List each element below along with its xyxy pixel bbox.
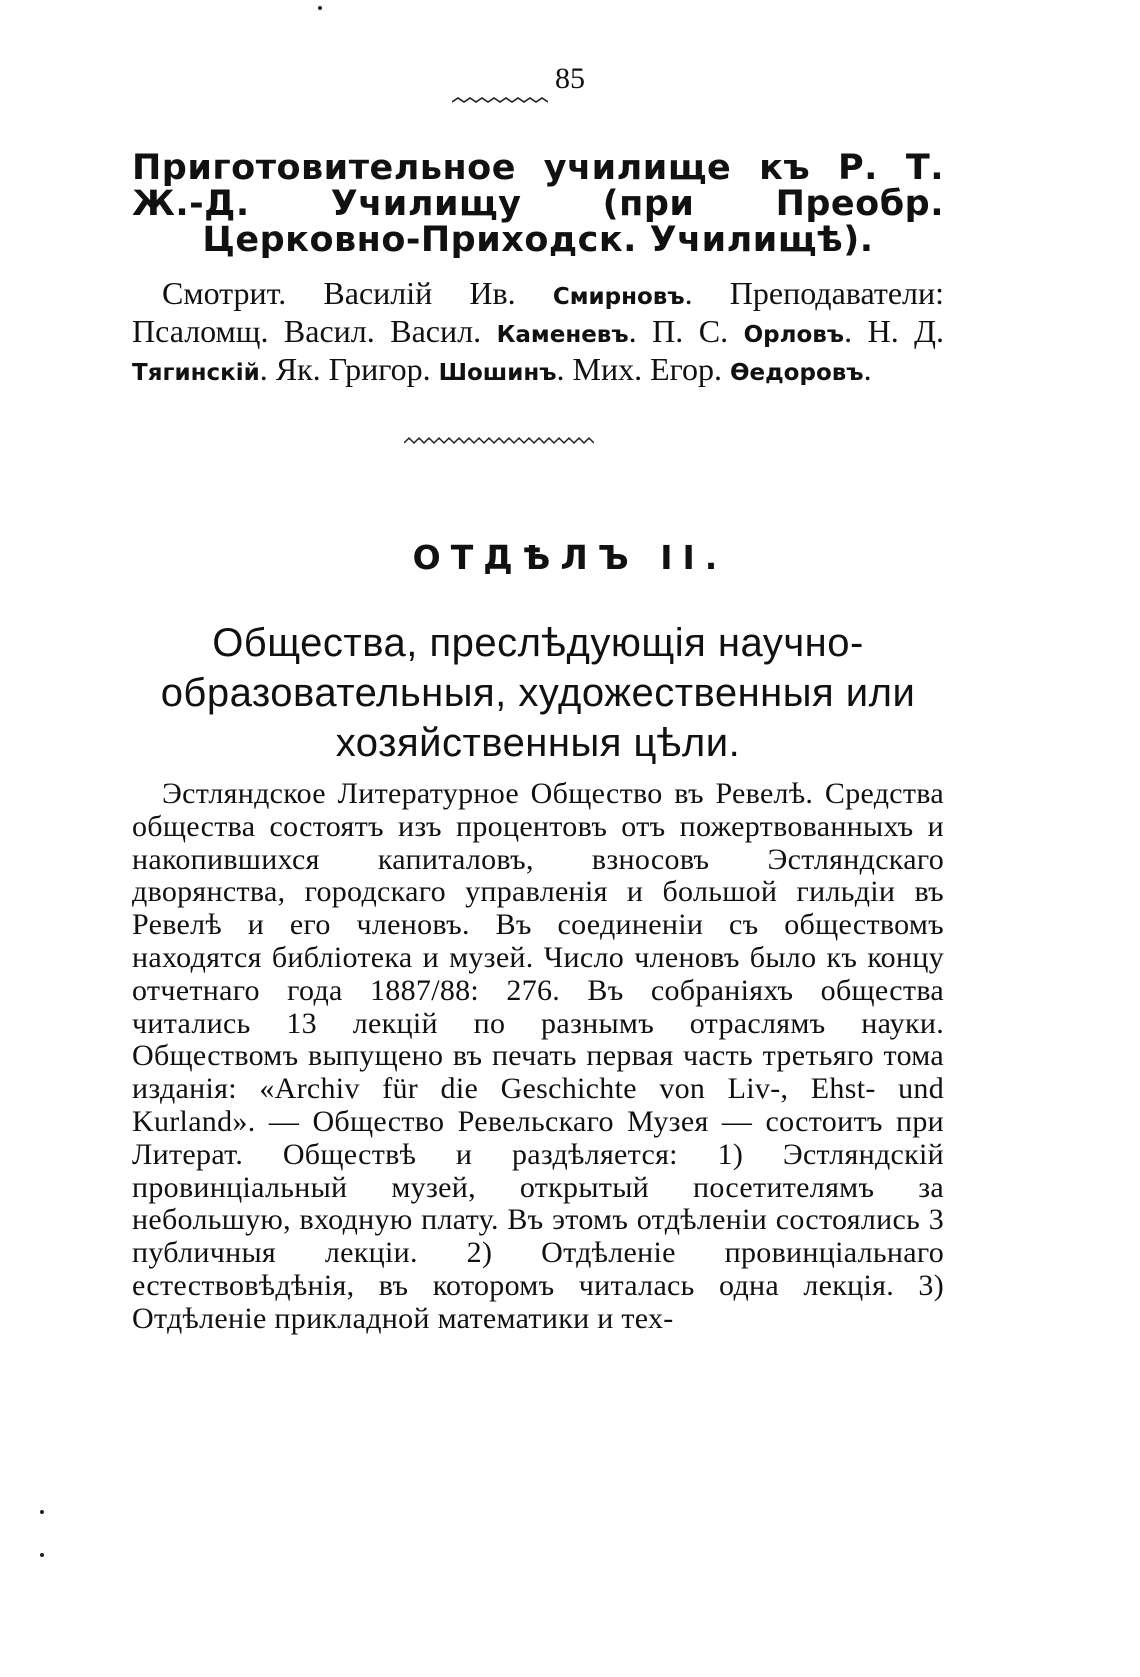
staff-text: . П. С. [628,313,744,349]
section-title: Приготовительное училище къ Р. Т. Ж.-Д. Училищу (при Преобр. Церковно-Приходск. Училищѣ). [132,148,944,260]
page-number-ornament [452,96,548,106]
staff-surname: Өедоровъ [729,360,864,386]
ink-speck [318,6,322,10]
staff-surname: Каменевъ [496,322,629,348]
ink-speck [40,1510,44,1514]
staff-text: . Преподаватели: Псаломщ. Васил. Васил. [132,275,945,349]
staff-text: . Мих. Егор. [556,351,730,387]
staff-surname: Орловъ [743,322,845,348]
staff-text: . [863,351,872,387]
staff-text: . Н. Д. [844,313,945,349]
staff-text: . Як. Григор. [259,351,439,387]
ink-speck [40,1553,44,1557]
chapter-heading: Общества, преслѣдующія научно-образовательныя, художественныя или хозяйственныя цѣли. [160,621,916,765]
staff-surname: Шошинъ [438,360,557,386]
staff-surname: Тягинскій [132,360,260,386]
section-divider-ornament [404,436,594,446]
page-number: 85 [555,62,585,95]
staff-text: Смотрит. Василій Ив. [162,275,553,311]
staff-surname: Смирновъ [552,284,685,310]
department-heading: ОТДѢЛЪ II. [412,538,728,577]
body-paragraph: Эстляндское Литературное Общество въ Ревелѣ. Средства общества состоятъ изъ процентовъ отъ пожертвованныхъ и накопившихся капиталовъ, взносовъ Эстляндскаго дворянства, городскаго управленія и большой гильдіи въ Ревелѣ и его членовъ. Въ соединеніи съ обществомъ находятся библіотека и музей. Число членовъ было къ концу отчетнаго года 1887/88: 276. Въ собраніяхъ общества читались 13 лекцій по разнымъ отраслямъ науки. Обществомъ выпущено въ печать первая часть третьяго тома изданія: «Archiv für die Geschichte von Liv-, Ehst- und Kurland». — Общество Ревельскаго Музея — состоитъ при Литерат. Обществѣ и раздѣляется: 1) Эстляндскій провинціальный музей, открытый посетителямъ за небольшую, входную плату. Въ этомъ отдѣленіи состоялись 3 публичныя лекціи. 2) Отдѣленіе провинціальнаго естествовѣдѣнія, въ которомъ читалась одна лекція. 3) Отдѣленіе прикладной математики и тех- [132,777,944,1335]
staff-list [132,276,944,390]
